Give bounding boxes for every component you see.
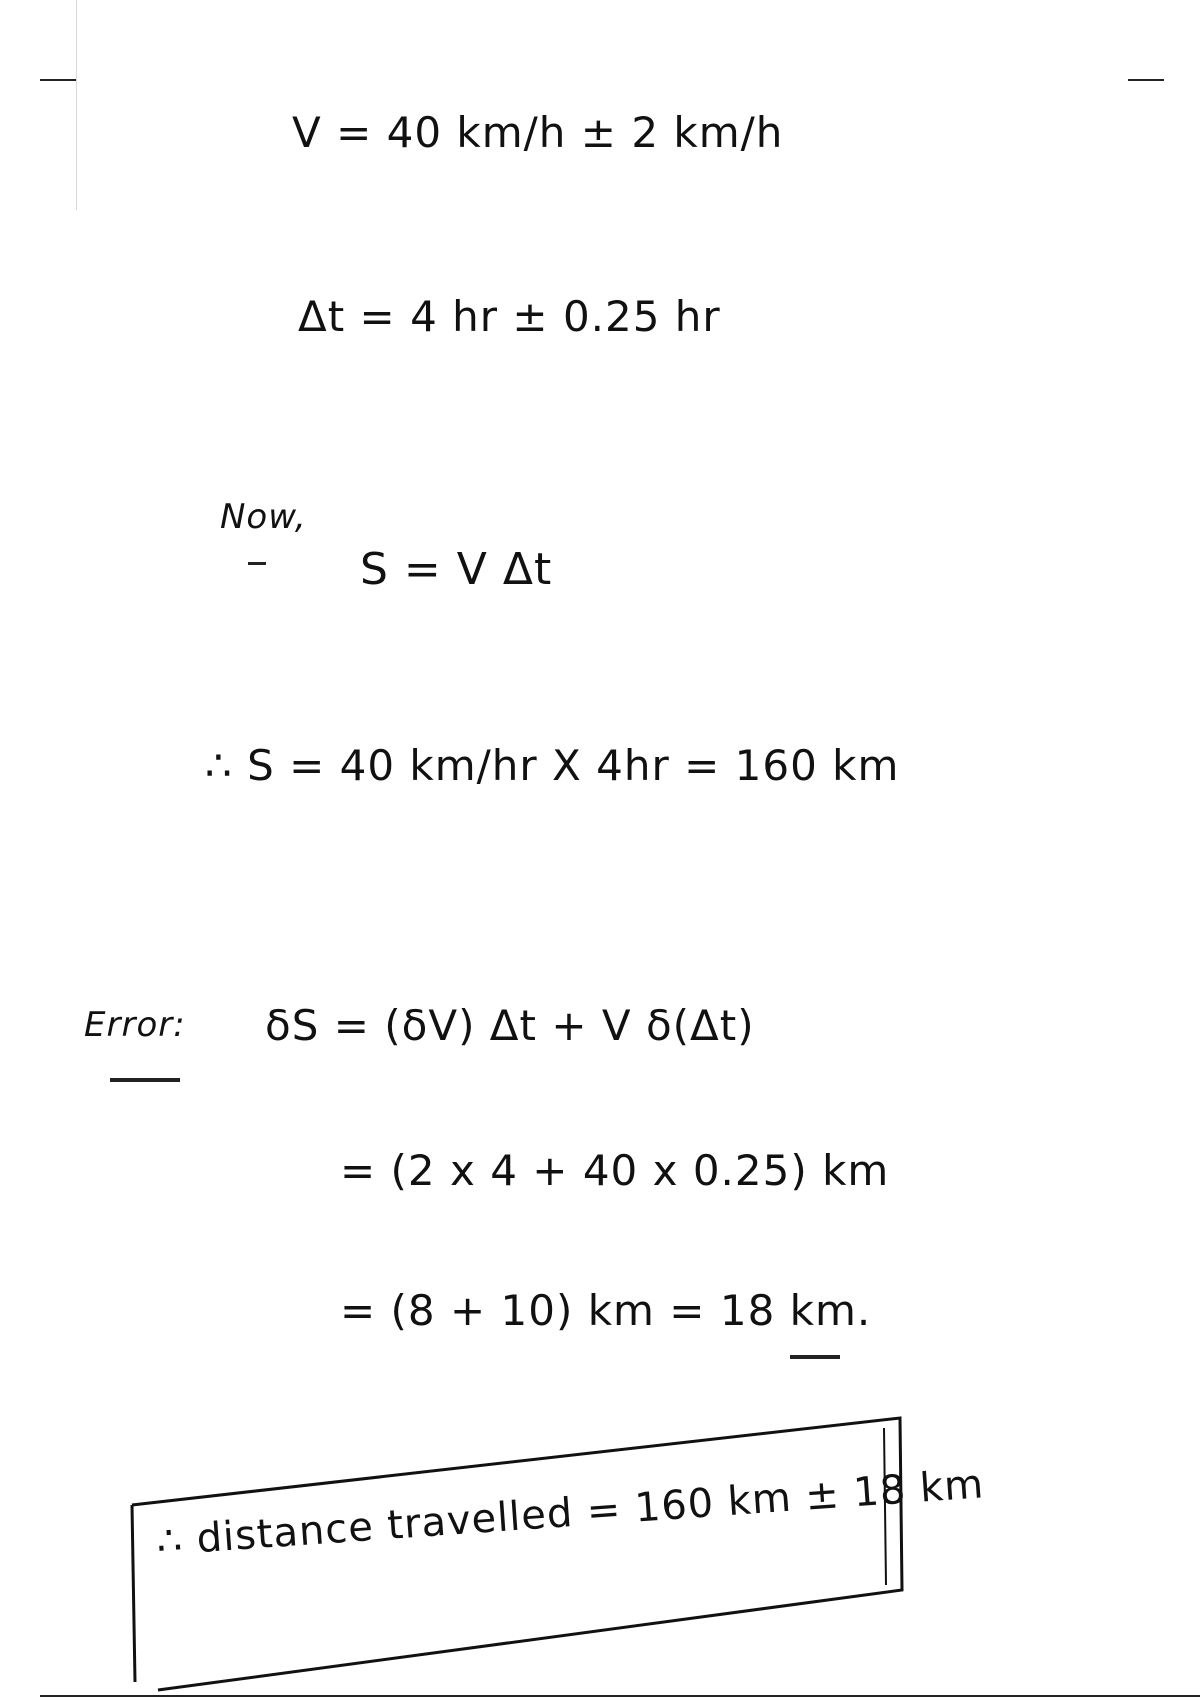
distance-computation-line: ∴ S = 40 km/hr X 4hr = 160 km [205, 741, 900, 790]
velocity-line: V = 40 km/h ± 2 km/h [292, 108, 784, 157]
now-label: Now, [220, 497, 307, 537]
error-substitution-line: = (2 x 4 + 40 x 0.25) km [340, 1146, 890, 1195]
distance-formula-line: S = V Δt [360, 544, 553, 595]
error-label: Error: [84, 1005, 186, 1045]
error-result-line: = (8 + 10) km = 18 km. [340, 1286, 872, 1335]
time-interval-line: Δt = 4 hr ± 0.25 hr [298, 292, 721, 341]
error-formula-line: δS = (δV) Δt + V δ(Δt) [265, 1001, 755, 1050]
final-answer-line: ∴ distance travelled = 160 km ± 18 km [155, 1461, 986, 1565]
